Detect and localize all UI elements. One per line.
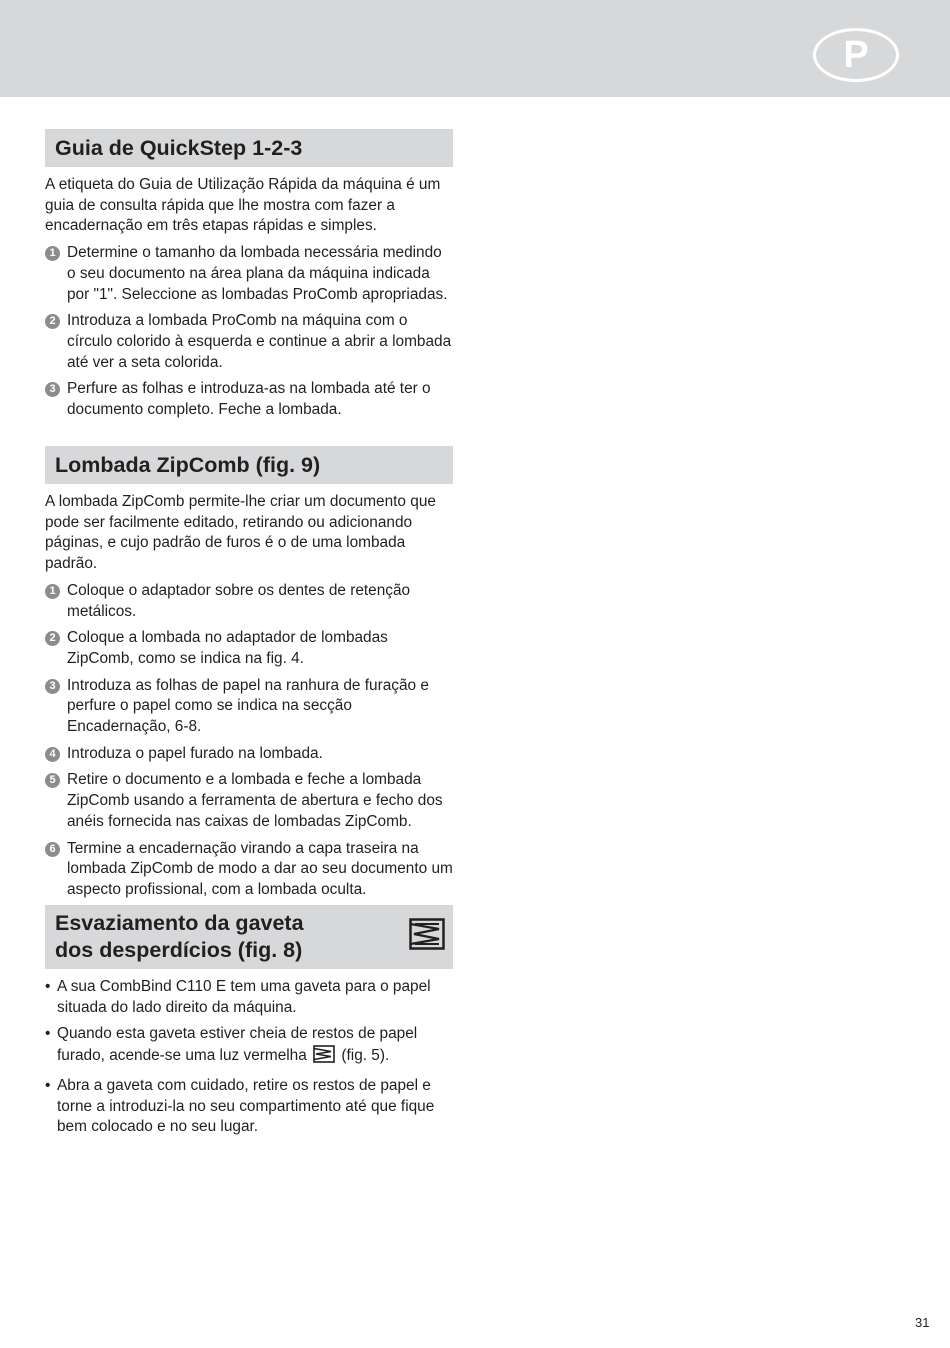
- quickstep-heading: [45, 129, 453, 167]
- step-number-badge: 4: [45, 747, 60, 762]
- top-band: [0, 0, 950, 97]
- waste-bullet: [45, 977, 453, 1018]
- waste-bullet: [45, 1076, 453, 1138]
- step-text: Determine o tamanho da lombada necessária medindo o seu documento na área plana da máquina indicada por "1". Seleccione as lombadas ProComb apropriadas.: [67, 244, 448, 303]
- waste-title-line1: Esvaziamento da gaveta: [55, 911, 304, 935]
- zipcomb-section: [45, 446, 453, 907]
- quickstep-section: [45, 129, 453, 427]
- step-number-badge: 1: [45, 246, 60, 261]
- waste-bin-full-icon: [409, 918, 445, 957]
- bullet-dot: •: [45, 1025, 51, 1043]
- bullet-text: [57, 1024, 453, 1069]
- quickstep-step: [45, 311, 453, 373]
- waste-bullet: [45, 1024, 453, 1069]
- step-text: Coloque a lombada no adaptador de lombadas ZipComb, como se indica na fig. 4.: [67, 629, 388, 667]
- quickstep-step: [45, 243, 453, 305]
- step-text: Introduza as folhas de papel na ranhura de furação e perfure o papel como se indica na secção Encadernação, 6-8.: [67, 676, 429, 736]
- step-number-badge: 3: [45, 679, 60, 694]
- bullet-dot: •: [45, 978, 51, 995]
- quickstep-title: Guia de QuickStep 1-2-3: [55, 135, 303, 160]
- zipcomb-step: [45, 628, 453, 669]
- waste-title-line2: dos desperdícios (fig. 8): [55, 938, 303, 962]
- quickstep-intro: A etiqueta do Guia de Utilização Rápida da máquina é um guia de consulta rápida que lhe mostra com fazer a encadernação em três etapas rápidas e simples.: [45, 176, 441, 235]
- page-number: 31: [915, 1315, 930, 1330]
- language-badge: P: [813, 28, 899, 82]
- step-number-badge: 6: [45, 842, 60, 857]
- step-number-badge: 3: [45, 382, 60, 397]
- bullet-text: A sua CombBind C110 E tem uma gaveta para o papel situada do lado direito da máquina.: [57, 978, 431, 1016]
- zipcomb-heading: [45, 446, 453, 484]
- step-text: Introduza o papel furado na lombada.: [67, 744, 323, 762]
- zipcomb-step: [45, 770, 453, 832]
- waste-bin-full-icon: [313, 1045, 335, 1070]
- step-number-badge: 5: [45, 773, 60, 788]
- zipcomb-step: [45, 581, 453, 622]
- waste-title: [55, 910, 304, 964]
- zipcomb-step: [45, 676, 453, 738]
- bullet-text-part1: Quando esta gaveta estiver cheia de restos de papel furado, acende-se uma luz vermelha: [57, 1025, 418, 1065]
- waste-heading: [45, 905, 453, 969]
- step-text: Coloque o adaptador sobre os dentes de retenção metálicos.: [67, 581, 411, 620]
- step-text: Retire o documento e a lombada e feche a lombada ZipComb usando a ferramenta de abertura e fecho dos anéis fornecida nas caixas de lombadas ZipComb.: [67, 771, 443, 830]
- step-text: Termine a encadernação virando a capa traseira na lombada ZipComb de modo a dar ao seu documento um aspecto profissional, com a lombada oculta.: [67, 839, 453, 898]
- step-text: Perfure as folhas e introduza-as na lombada até ter o documento completo. Feche a lombada.: [67, 380, 431, 419]
- quickstep-step: [45, 379, 453, 420]
- bullet-dot: •: [45, 1076, 51, 1094]
- zipcomb-step: [45, 839, 453, 901]
- bullet-text: Abra a gaveta com cuidado, retire os restos de papel e torne a introduzi-la no seu compartimento até que fique bem colocado e no seu lugar.: [57, 1076, 435, 1136]
- step-number-badge: 2: [45, 631, 60, 646]
- zipcomb-step: [45, 744, 453, 765]
- zipcomb-title: Lombada ZipComb (fig. 9): [55, 452, 321, 477]
- waste-section: [45, 905, 453, 1144]
- zipcomb-intro: A lombada ZipComb permite-lhe criar um documento que pode ser facilmente editado, retirando ou adicionando páginas, e cujo padrão de furos é o de uma lombada padrão.: [45, 493, 436, 573]
- step-number-badge: 1: [45, 584, 60, 599]
- step-text: Introduza a lombada ProComb na máquina com o círculo colorido à esquerda e continue a abrir a lombada até ver a seta colorida.: [67, 312, 452, 371]
- bullet-text-part2: (fig. 5).: [341, 1047, 390, 1065]
- step-number-badge: 2: [45, 314, 60, 329]
